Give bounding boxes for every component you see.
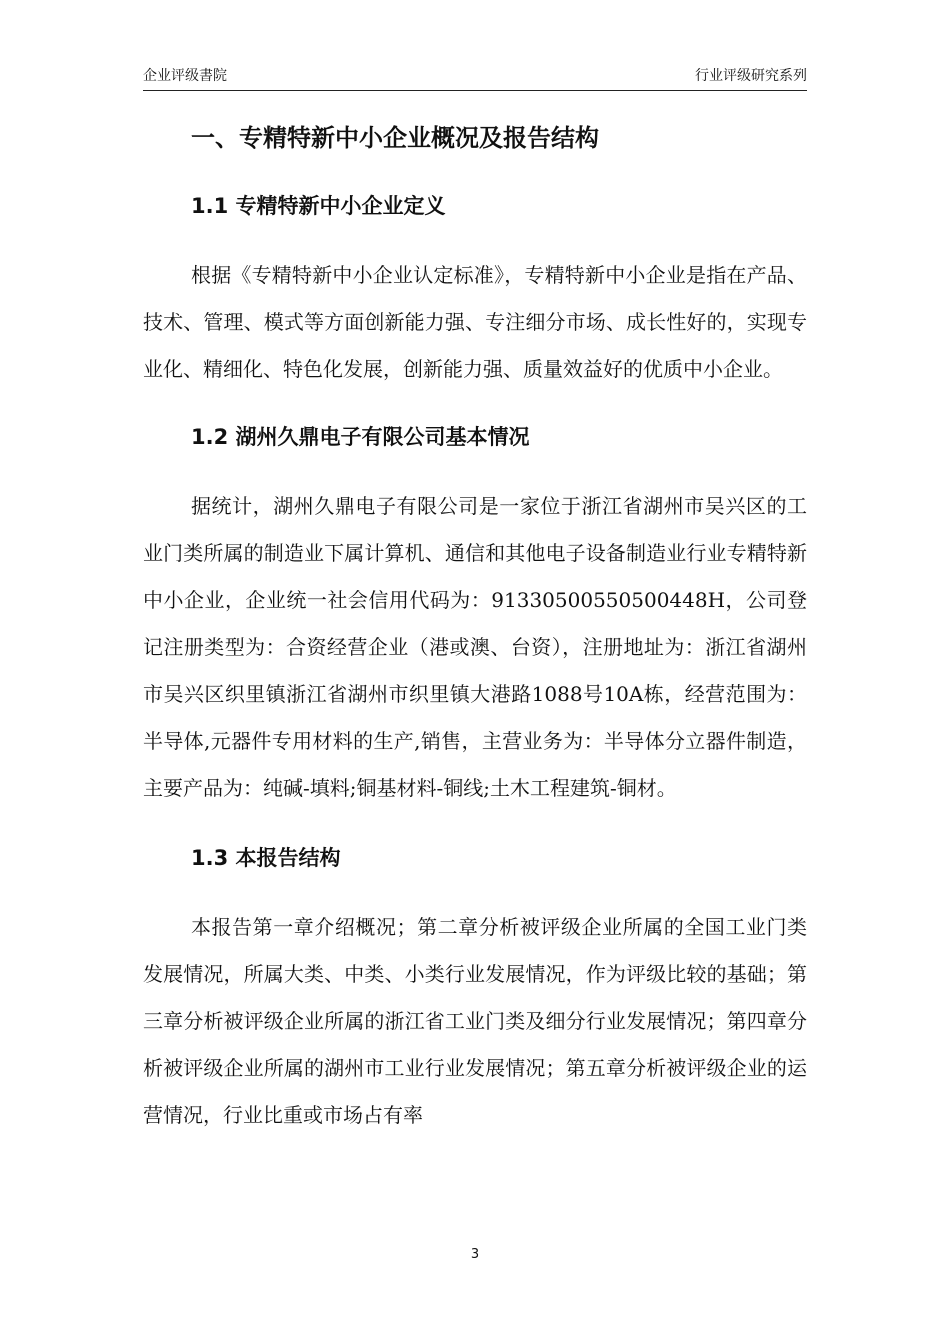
page-number: 3: [470, 1247, 480, 1262]
page-header: [143, 66, 807, 91]
chapter-title: 一、专精特新中小企业概况及报告结构: [191, 124, 599, 152]
header-publisher: 企业评级書院: [143, 68, 227, 84]
section-heading-1-3: 1.3 本报告结构: [191, 846, 341, 870]
section-paragraph-1-1: 根据《专精特新中小企业认定标准》，专精特新中小企业是指在产品、技术、管理、模式等方面创新能力强、专注细分市场、成长性好的，实现专业化、精细化、特色化发展，创新能力强、质量效益好的优质中小企业。: [143, 263, 807, 381]
header-series: 行业评级研究系列: [695, 68, 807, 84]
section-paragraph-1-3: 本报告第一章介绍概况；第二章分析被评级企业所属的全国工业门类发展情况，所属大类、中类、小类行业发展情况，作为评级比较的基础；第三章分析被评级企业所属的浙江省工业门类及细分行业发展情况；第四章分析被评级企业所属的湖州市工业行业发展情况；第五章分析被评级企业的运营情况，行业比重或市场占有率: [143, 915, 807, 1127]
section-heading-1-2: 1.2 湖州久鼎电子有限公司基本情况: [191, 425, 530, 449]
section-heading-1-1: 1.1 专精特新中小企业定义: [191, 194, 446, 218]
section-paragraph-1-2: 据统计，湖州久鼎电子有限公司是一家位于浙江省湖州市吴兴区的工业门类所属的制造业下属计算机、通信和其他电子设备制造业行业专精特新中小企业，企业统一社会信用代码为：91330500550500448H，公司登记注册类型为：合资经营企业（港或澳、台资），注册地址为：浙江省湖州市吴兴区织里镇浙江省湖州市织里镇大港路1088号10A栋，经营范围为：半导体,元器件专用材料的生产,销售，主营业务为：半导体分立器件制造，主要产品为：纯碱-填料;铜基材料-铜线;土木工程建筑-铜材。: [143, 494, 807, 800]
page-content: [143, 110, 807, 1139]
